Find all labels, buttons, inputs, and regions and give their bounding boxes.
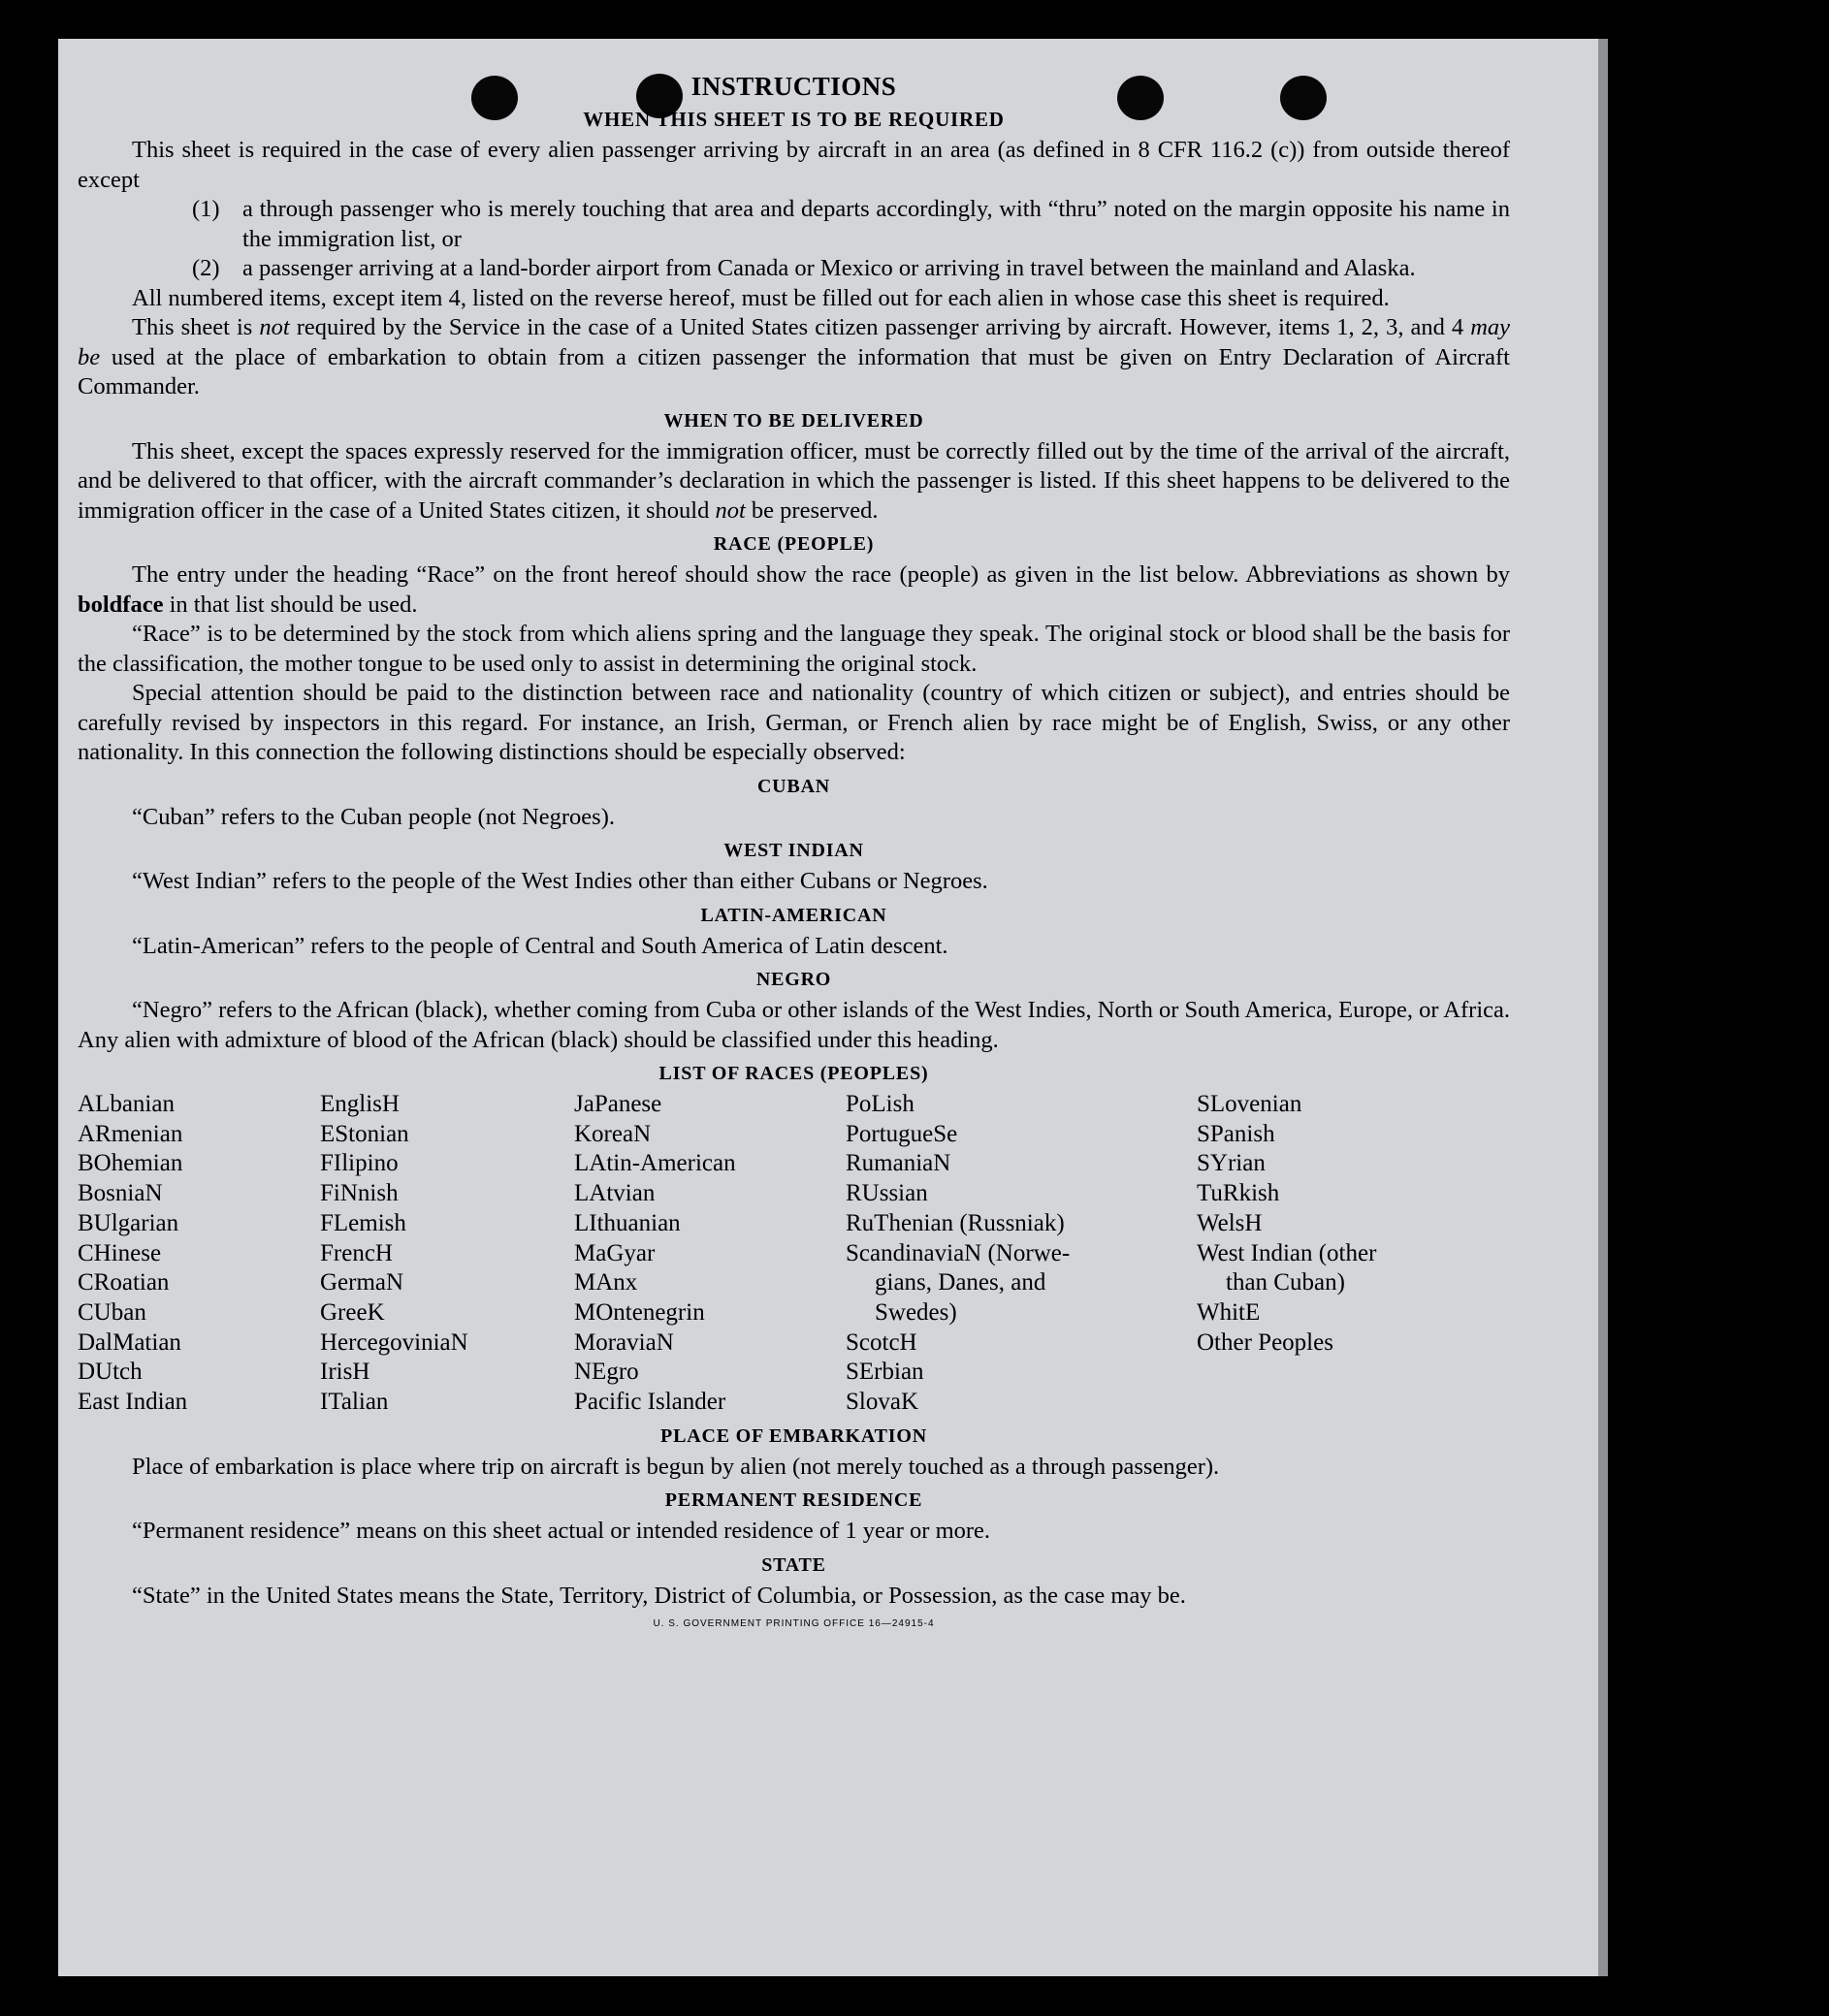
race-item: GreeK [320, 1298, 385, 1326]
heading-permanent-residence: PERMANENT RESIDENCE [664, 1489, 923, 1512]
race-item: East Indian [78, 1389, 188, 1416]
paragraph-latin-american: “Latin-American” refers to the people of Central and South America of Latin descent. [132, 932, 948, 959]
paragraph-race-entry: The entry under the heading “Race” on the front hereof should show the race (people) as given in the list below. Abbreviations as shown by boldface in that list should be used. [78, 561, 1510, 618]
paragraph-citizen: This sheet is not required by the Service in the case of a United States citizen passenger arriving by aircraft. However, items 1, 2, 3, and 4 may be used at the place of embarkation to obtain from a citizen passenger the information that must be given on Entry Declaration of Aircraft Commander. [78, 314, 1511, 400]
race-item: MOntenegrin [574, 1298, 705, 1326]
race-item: LAtvian [574, 1180, 656, 1207]
race-item: MaGyar [574, 1239, 656, 1266]
heading-latin-american: LATIN-AMERICAN [700, 904, 887, 926]
race-item: MAnx [574, 1269, 638, 1296]
paragraph-west-indian: “West Indian” refers to the people of the West Indies other than either Cubans or Negroes. [132, 868, 988, 894]
race-item: FiNnish [320, 1180, 399, 1207]
paragraph-race-stock: “Race” is to be determined by the stock from which aliens spring and the language they speak. The original stock or blood shall be the basis for the classification, the mother tongue to be used only to assist in determining the original stock. [78, 621, 1510, 677]
heading-embarkation: PLACE OF EMBARKATION [660, 1424, 927, 1447]
exception-item [192, 195, 1510, 254]
race-item: JaPanese [574, 1091, 662, 1117]
paragraph-permanent-residence: “Permanent residence” means on this sheet actual or intended residence of 1 year or more. [132, 1518, 991, 1545]
heading-when-required: WHEN THIS SHEET IS TO BE REQUIRED [583, 108, 1005, 131]
race-item-continued: than Cuban) [1226, 1269, 1345, 1296]
race-item: ScotcH [846, 1328, 917, 1356]
race-item: IrisH [320, 1359, 370, 1386]
race-item: FrencH [320, 1239, 393, 1266]
race-item: ARmenian [78, 1120, 183, 1147]
heading-state: STATE [761, 1553, 826, 1576]
exception-text: a passenger arriving at a land-border airport from Canada or Mexico or arriving in travel between the mainland and Alaska. [242, 255, 1416, 281]
heading-west-indian: WEST INDIAN [723, 840, 864, 861]
race-column [1197, 1090, 1449, 1418]
page-title: INSTRUCTIONS [690, 72, 897, 101]
race-column [574, 1090, 846, 1418]
race-item: EStonian [320, 1120, 409, 1147]
race-item: Pacific Islander [574, 1389, 726, 1416]
race-item: FIlipino [320, 1150, 399, 1177]
race-item: SErbian [846, 1359, 924, 1386]
race-item: SPanish [1197, 1120, 1275, 1147]
race-item: PortugueSe [846, 1120, 958, 1147]
printer-imprint: U. S. GOVERNMENT PRINTING OFFICE 16—24915-4 [653, 1618, 935, 1630]
race-item: KoreaN [574, 1120, 652, 1147]
race-item: SlovaK [846, 1389, 918, 1416]
document-body [78, 72, 1510, 1629]
race-item: HercegoviniaN [320, 1328, 468, 1356]
exception-item [192, 254, 1510, 284]
race-item: FLemish [320, 1209, 406, 1236]
race-item: DalMatian [78, 1328, 181, 1356]
sheet-edge [1598, 39, 1608, 1976]
race-item-continued: Swedes) [875, 1298, 957, 1326]
paragraph-state: “State” in the United States means the State, Territory, District of Columbia, or Possession, as the case may be. [132, 1582, 1186, 1609]
race-item: WhitE [1197, 1298, 1261, 1326]
exception-number: (2) [192, 255, 220, 281]
race-item: PoLish [846, 1091, 914, 1117]
exception-number: (1) [192, 196, 220, 222]
paragraph-required-intro: This sheet is required in the case of every alien passenger arriving by aircraft in an area (as defined in 8 CFR 116.2 (c)) from outside thereof except [78, 137, 1510, 193]
paragraph-delivery: This sheet, except the spaces expressly reserved for the immigration officer, must be correctly filled out by the time of the arrival of the aircraft, and be delivered to that officer, with the aircraft commander’s declaration in which the passenger is listed. If this sheet happens to be delivered to the immigration officer in the case of a United States citizen, it should not be preserved. [78, 437, 1510, 524]
race-column [320, 1090, 574, 1418]
race-item: NEgro [574, 1359, 639, 1386]
race-item: SYrian [1197, 1150, 1266, 1177]
race-item: BUlgarian [78, 1209, 179, 1236]
exception-text: a through passenger who is merely touching that area and departs accordingly, with “thru” noted on the margin opposite his name in the immigration list, or [242, 196, 1510, 252]
race-column [846, 1090, 1197, 1418]
race-item: EnglisH [320, 1091, 400, 1117]
heading-when-delivered: WHEN TO BE DELIVERED [663, 409, 924, 432]
race-item: MoraviaN [574, 1328, 674, 1356]
heading-list-of-races: LIST OF RACES (PEOPLES) [658, 1063, 929, 1084]
race-item: Other Peoples [1197, 1328, 1333, 1356]
race-item: CUban [78, 1298, 146, 1326]
race-item: LIthuanian [574, 1209, 681, 1236]
paragraph-numbered-items: All numbered items, except item 4, listed on the reverse hereof, must be filled out for each alien in whose case this sheet is required. [132, 284, 1390, 311]
race-item: BosniaN [78, 1180, 163, 1207]
paragraph-cuban: “Cuban” refers to the Cuban people (not Negroes). [132, 803, 615, 830]
race-item-continued: gians, Danes, and [875, 1269, 1046, 1296]
heading-cuban: CUBAN [756, 775, 831, 797]
race-item: CHinese [78, 1239, 162, 1266]
race-item: BOhemian [78, 1150, 183, 1177]
race-item: West Indian (other [1197, 1239, 1377, 1266]
paragraph-race-nationality: Special attention should be paid to the distinction between race and nationality (country of which citizen or subject), and entries should be carefully revised by inspectors in this regard. For instance, an Irish, German, or French alien by race might be of English, Swiss, or any other nationality. In this connection the following distinctions should be especially observed: [78, 680, 1510, 765]
heading-race: RACE (PEOPLE) [713, 533, 875, 555]
race-item: WelsH [1197, 1209, 1263, 1236]
race-item: ALbanian [78, 1091, 175, 1117]
heading-negro: NEGRO [755, 969, 832, 990]
race-item: LAtin-American [574, 1150, 736, 1177]
race-item: DUtch [78, 1359, 143, 1386]
paragraph-negro: “Negro” refers to the African (black), whether coming from Cuba or other islands of the West Indies, North or South America, Europe, or Africa. Any alien with admixture of blood of the African (black) should be classified under this heading. [78, 997, 1510, 1053]
paragraph-embarkation: Place of embarkation is place where trip on aircraft is begun by alien (not merely touched as a through passenger). [132, 1453, 1220, 1480]
race-column [78, 1090, 320, 1418]
race-item: RumaniaN [846, 1150, 951, 1177]
race-list [78, 1090, 1510, 1418]
race-item: ScandinaviaN (Norwe- [846, 1239, 1071, 1266]
race-item: GermaN [320, 1269, 404, 1296]
race-item: RuThenian (Russniak) [846, 1209, 1065, 1236]
race-item: RUssian [846, 1180, 928, 1207]
race-item: ITalian [320, 1389, 389, 1416]
race-item: TuRkish [1197, 1180, 1280, 1207]
race-item: SLovenian [1197, 1091, 1302, 1117]
race-item: CRoatian [78, 1269, 170, 1296]
